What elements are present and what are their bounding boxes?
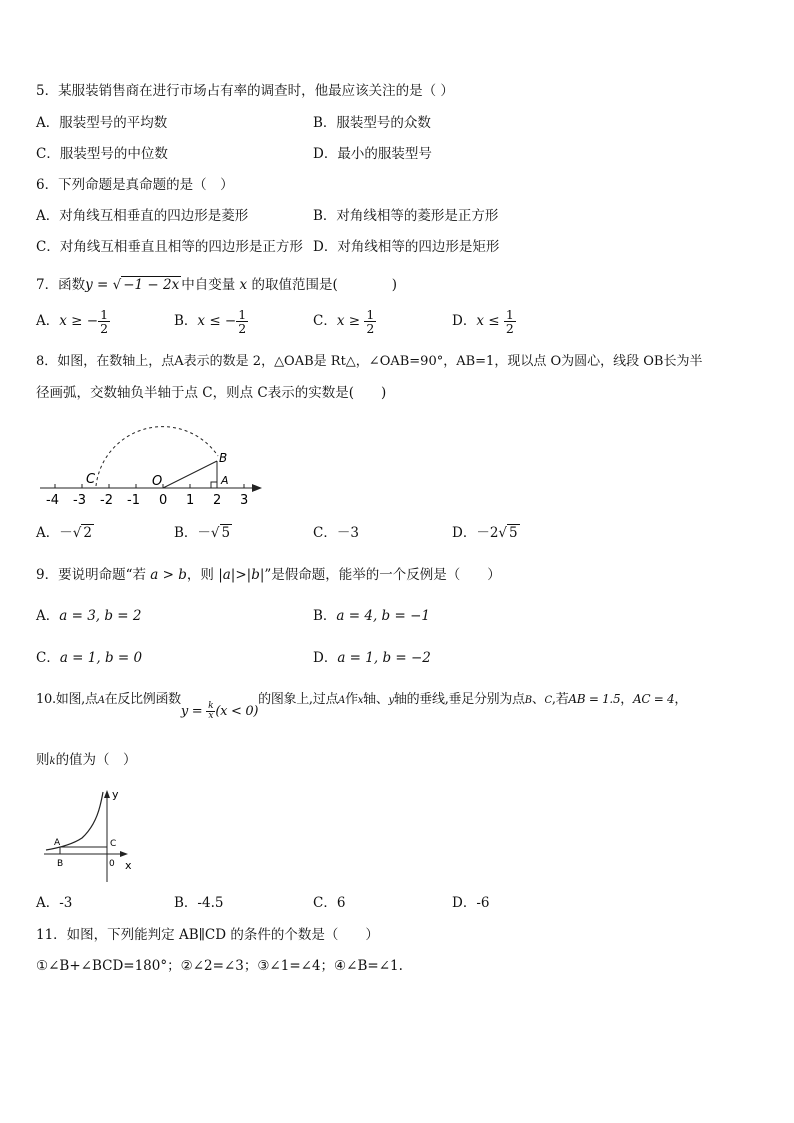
q10-option-d: D．-6 [452,895,490,911]
tick-label: -2 [100,493,113,508]
q10-stem-line1: 10.如图,点A在反比例函数y = $\frac{k}{x}$ (x < 0)的图象上,过点A作x轴、y轴的垂线,垂足分别为点B、C,若AB = 1.5，AC = 4， [36,692,688,721]
tick-label: -3 [73,493,86,508]
sqrt-sign: √ [112,277,122,293]
y-axis-label: y [112,788,119,801]
segment-ob [163,461,217,488]
point-label-a: A [221,474,229,487]
y-axis-arrow-icon [104,790,110,798]
q7-option-b: B．x ≤ − $\frac{1}{2}$ [174,307,247,336]
sqrt-sign: √ [498,525,508,541]
fraction: $\frac{k}{x}$ [208,701,214,721]
q8-number-line-figure [36,410,268,510]
sqrt-sign: √ [72,525,82,541]
tick-label: -4 [46,493,59,508]
q5-option-d: D．最小的服装型号 [313,146,432,162]
sqrt-sign: √ [210,525,220,541]
q10-stem-line2: 则k的值为（ ） [36,752,137,768]
fraction: $\frac{1}{2}$ [366,307,375,336]
q9-option-a: A．a = 3, b = 2 [36,608,142,624]
q9-stem: 9．要说明命题“若 a > b，则 |a|>|b|”是假命题，能举的一个反例是（ ） [36,567,501,583]
point-label-b: B [57,859,64,869]
q10-option-c: C．6 [313,895,346,911]
fraction: $\frac{1}{2}$ [238,307,247,336]
tick-label: 3 [240,493,249,508]
right-angle-mark [211,482,217,488]
x-axis-arrow-icon [120,851,128,857]
axis-arrow-icon [252,484,262,492]
q11-conditions: ①∠B+∠BCD=180°；②∠2=∠3；③∠1=∠4；④∠B=∠1. [36,958,403,974]
q7-option-c: C．x ≥ $\frac{1}{2}$ [313,307,375,336]
q6-option-a: A．对角线互相垂直的四边形是菱形 [36,208,249,224]
tick-label: 2 [213,493,222,508]
q11-stem: 11．如图，下列能判定 AB∥CD 的条件的个数是（ ） [36,927,379,943]
fraction: $\frac{1}{2}$ [100,307,109,336]
q10-option-a: A．-3 [36,895,73,911]
q9-option-c: C．a = 1, b = 0 [36,650,143,666]
point-label-a: A [54,838,61,848]
q5-option-b: B．服装型号的众数 [313,115,431,131]
q7-option-a: A．x ≥ − $\frac{1}{2}$ [36,307,109,336]
q5-option-c: C．服装型号的中位数 [36,146,168,162]
q8-option-d: D．－2√ 5 [452,525,518,541]
q8-stem-line1: 8．如图，在数轴上，点A表示的数是 2，△OAB是 Rt△，∠OAB=90°，AB=1，现以点 O为圆心，线段 OB长为半 [36,354,703,369]
tick-label: 0 [159,493,168,508]
origin-label: 0 [109,859,115,869]
q6-option-b: B．对角线相等的菱形是正方形 [313,208,499,224]
function-expression: y = $\frac{k}{x}$ (x < 0) [180,701,259,721]
q10-hyperbola-figure [40,786,140,884]
x-axis-label: x [125,859,132,872]
q8-option-c: C．－3 [313,525,359,541]
q9-option-d: D．a = 1, b = −2 [313,650,431,666]
axis-ticks [55,484,244,488]
point-label-o: O [152,474,163,489]
q8-option-a: A．－√ 2 [36,525,92,541]
q6-stem: 6．下列命题是真命题的是（ ） [36,177,234,193]
q8-stem-line2: 径画弧，交数轴负半轴于点 C，则点 C表示的实数是( ) [36,385,387,401]
q10-option-b: B．-4.5 [174,895,224,911]
q8-option-b: B．－√ 5 [174,525,231,541]
q7-stem: 7．函数y = √ −1 − 2x 中自变量 x 的取值范围是( ) [36,277,397,293]
q7-option-d: D．x ≤ $\frac{1}{2}$ [452,307,514,336]
q9-option-b: B．a = 4, b = −1 [313,608,430,624]
q6-option-d: D．对角线相等的四边形是矩形 [313,239,500,255]
point-label-c: C [110,839,117,849]
fraction: $\frac{1}{2}$ [505,307,514,336]
tick-label: -1 [127,493,140,508]
point-label-c: C [86,472,96,487]
q5-option-a: A．服装型号的平均数 [36,115,168,131]
q5-stem: 5．某服装销售商在进行市场占有率的调查时，他最应该关注的是（ ） [36,83,454,99]
tick-label: 1 [186,493,195,508]
point-label-b: B [219,451,228,465]
q6-option-c: C．对角线互相垂直且相等的四边形是正方形 [36,239,303,255]
